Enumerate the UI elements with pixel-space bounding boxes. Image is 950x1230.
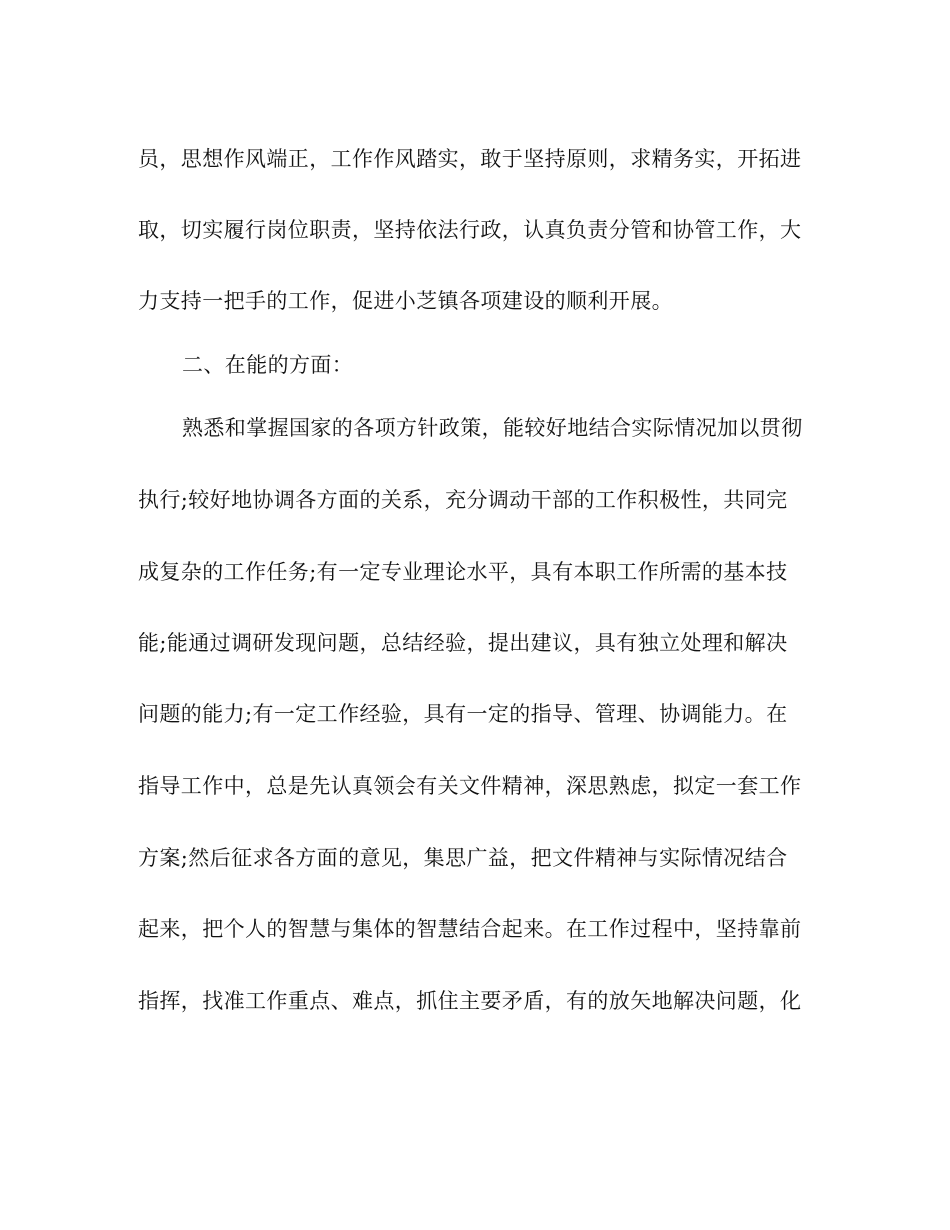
text-line-7: 成复杂的工作任务;有一定专业理论水平，具有本职工作所需的基本技 xyxy=(138,560,788,584)
text-line-8: 能;能通过调研发现问题，总结经验，提出建议，具有独立处理和解决 xyxy=(138,631,788,655)
text-line-13: 指挥，找准工作重点、难点，抓住主要矛盾，有的放矢地解决问题，化 xyxy=(138,989,802,1013)
text-line-12: 起来，把个人的智慧与集体的智慧结合起来。在工作过程中，坚持靠前 xyxy=(138,917,802,941)
section-heading: 二、在能的方面： xyxy=(182,353,354,377)
text-line-11: 方案;然后征求各方面的意见，集思广益，把文件精神与实际情况结合 xyxy=(138,846,788,870)
text-line-2: 取，切实履行岗位职责，坚持依法行政，认真负责分管和协管工作，大 xyxy=(138,218,802,242)
text-line-9: 问题的能力;有一定工作经验，具有一定的指导、管理、协调能力。在 xyxy=(138,702,788,726)
text-line-10: 指导工作中，总是先认真领会有关文件精神，深思熟虑，拟定一套工作 xyxy=(138,774,802,798)
text-line-1: 员，思想作风端正，工作作风踏实，敢于坚持原则，求精务实，开拓进 xyxy=(138,147,802,171)
text-line-6: 执行;较好地协调各方面的关系，充分调动干部的工作积极性，共同完 xyxy=(138,488,788,512)
text-line-3: 力支持一把手的工作，促进小芝镇各项建设的顺利开展。 xyxy=(138,289,673,313)
text-line-5: 熟悉和掌握国家的各项方针政策，能较好地结合实际情况加以贯彻 xyxy=(182,416,803,440)
